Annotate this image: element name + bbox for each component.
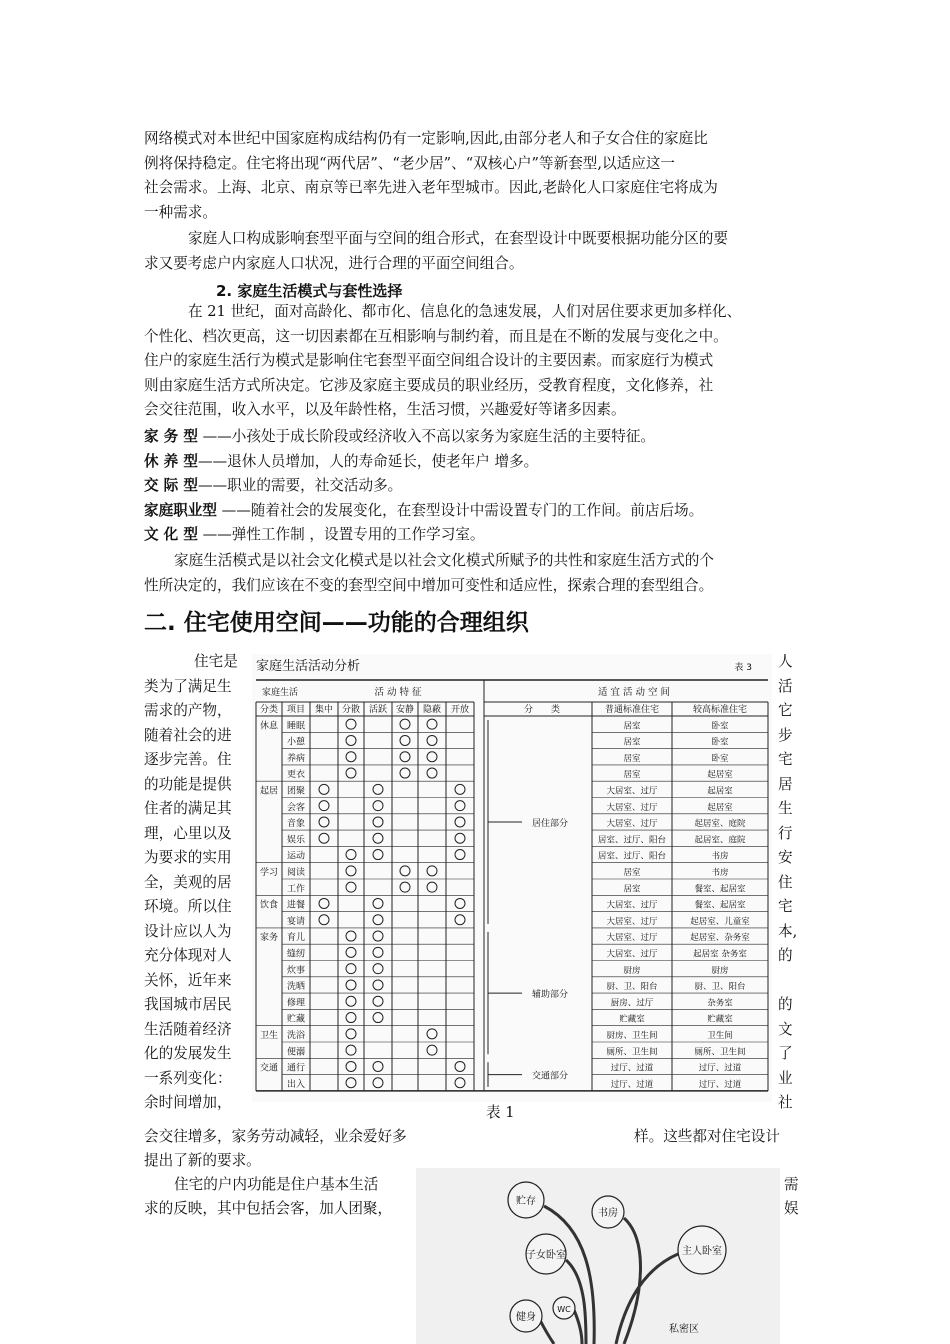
table-item: 宴请 — [286, 916, 306, 927]
table-group-label: 居住部分 — [531, 818, 569, 829]
table-category: 学习 — [259, 868, 279, 878]
table-item: 洗浴 — [286, 1031, 306, 1041]
text-line: 会交往增多，家务劳动减轻，业余爱好多 — [144, 1128, 407, 1145]
text-line: 一系列变化： — [144, 1069, 232, 1087]
table-space-high: 起居室 杂务室 — [693, 949, 747, 960]
table-space-standard: 贮藏室 — [619, 1014, 645, 1025]
text-line: 居 — [778, 775, 793, 793]
table-group-label: 辅助部分 — [531, 990, 569, 1001]
table-mark-circle — [373, 947, 383, 957]
text-line: 会交往范围，收入水平，以及年龄性格，生活习惯，兴趣爱好等诸多因素。 — [144, 401, 626, 418]
type-housework — [144, 425, 806, 450]
text-line: 理，心里以及 — [144, 824, 232, 842]
text-line: 它 — [778, 702, 793, 719]
table-space-standard: 居室 — [623, 721, 641, 732]
table-item: 更衣 — [286, 770, 306, 781]
table-mark-circle — [427, 866, 437, 876]
text-line: 宅 — [778, 898, 793, 915]
table-item: 养病 — [286, 753, 306, 764]
text-line: 余时间增加， — [144, 1094, 232, 1111]
table-mark-circle — [346, 866, 356, 876]
table-space-high: 起居室 — [707, 786, 733, 797]
table-space-high: 过厅、过道 — [698, 1079, 742, 1090]
table-mark-circle — [455, 833, 465, 843]
text-line: 需求的产物， — [144, 702, 232, 719]
table-mark-circle — [455, 1078, 465, 1088]
table-mark-circle — [400, 866, 410, 876]
table-mark-circle — [373, 931, 383, 941]
text-line: 性所决定的，我们应该在不变的套型空间中增加可变性和适应性，探索合理的套型组合。 — [144, 576, 714, 594]
lifestyle-types — [144, 425, 806, 548]
table-space-high: 起居室、杂务室 — [690, 933, 750, 944]
table-item: 睡眠 — [286, 721, 306, 732]
table-col-header: 项目 — [286, 705, 306, 715]
table-space-standard: 大居室、过厅 — [606, 933, 658, 944]
table-col-header: 活跃 — [368, 705, 388, 715]
table-mark-circle — [346, 1061, 356, 1071]
table-mark-circle — [346, 752, 356, 762]
text-line: 住宅是 — [194, 653, 238, 670]
table-space-high: 起居室 — [707, 770, 733, 781]
text-line: 行 — [778, 824, 793, 842]
type-label: 家 务 型 — [144, 428, 198, 445]
table-space-standard: 居室、过厅、阳台 — [597, 851, 667, 862]
table-item: 工作 — [286, 884, 306, 895]
table-mark-circle — [346, 768, 356, 778]
table-category: 家务 — [259, 933, 279, 944]
text-line: 步 — [778, 726, 793, 744]
diagram-node-label: 主人卧室 — [682, 1246, 722, 1257]
table-mark-circle — [319, 817, 329, 827]
table-mark-circle — [346, 931, 356, 941]
table-space-standard: 厨房、卫生间 — [606, 1031, 658, 1041]
diagram-node-label: 健身 — [516, 1312, 536, 1323]
table-mark-circle — [427, 752, 437, 762]
table-mark-circle — [319, 801, 329, 811]
function-bubble-diagram — [416, 1168, 780, 1344]
table-space-standard: 居室 — [623, 884, 641, 895]
table-item: 炊事 — [286, 965, 306, 976]
table-mark-circle — [346, 1029, 356, 1039]
table-space-high: 起居室 — [707, 802, 733, 813]
table-mark-circle — [400, 882, 410, 892]
table-mark-circle — [346, 735, 356, 745]
text-line: 了 — [778, 1045, 793, 1062]
table-space-standard: 大居室、过厅 — [606, 916, 658, 927]
table-title: 家庭生活活动分析 — [256, 659, 361, 674]
text-line: 提出了新的要求。 — [144, 1152, 261, 1169]
table-item: 洗晒 — [286, 982, 306, 993]
table-mark-circle — [319, 833, 329, 843]
text-line: 化的发展发生 — [144, 1045, 232, 1062]
table-space-high: 起居室、庭院 — [694, 819, 746, 830]
table-item: 贮藏 — [286, 1014, 306, 1025]
table-mark-circle — [400, 768, 410, 778]
table-mark-circle — [373, 850, 383, 860]
table-space-high: 厨、卫、阳台 — [694, 982, 746, 993]
table-space-high: 起居室、儿童室 — [690, 916, 750, 927]
diagram-node-label: 书房 — [598, 1208, 618, 1219]
type-label: 休 养 型 — [144, 452, 198, 470]
table-item: 阅读 — [286, 868, 306, 878]
diagram-node-label: WC — [557, 1305, 571, 1314]
text-line: 个性化、档次更高，这一切因素都在互相影响与制约着，而且是在不断的发展与变化之中。 — [144, 327, 728, 345]
table-header: 适 宜 活 动 空 间 — [597, 687, 671, 698]
table-mark-circle — [373, 996, 383, 1006]
table-mark-circle — [373, 964, 383, 974]
text-line: 全，美观的居 — [144, 873, 232, 891]
table-item: 运动 — [286, 851, 306, 862]
table-item: 修理 — [286, 998, 306, 1009]
table-space-high: 书房 — [711, 851, 729, 862]
table-space-standard: 居室 — [623, 753, 641, 764]
text-line: 生活随着经济 — [144, 1020, 232, 1038]
table-category: 饮食 — [259, 900, 279, 911]
table-space-standard: 过厅、过道 — [610, 1079, 654, 1090]
table-space-high: 起居室、庭院 — [694, 835, 746, 846]
table-space-standard: 厨房 — [623, 965, 641, 976]
text-line: 在 21 世纪，面对高龄化、都市化、信息化的急速发展，人们对居住要求更加多样化、 — [188, 303, 742, 320]
text-line: 业 — [778, 1069, 793, 1087]
table-col-header: 集中 — [314, 705, 334, 715]
table-mark-circle — [373, 980, 383, 990]
table-space-high: 厕所、卫生间 — [694, 1047, 746, 1058]
text-line: 家庭生活模式是以社会文化模式是以社会文化模式所赋予的共性和家庭生活方式的个 — [174, 552, 714, 569]
type-social — [144, 474, 806, 499]
table-mark-circle — [346, 882, 356, 892]
table-mark-circle — [319, 915, 329, 925]
table-category: 交通 — [259, 1063, 279, 1074]
table-mark-circle — [400, 752, 410, 762]
type-text: ——随着社会的发展变化，在套型设计中需设置专门的工作间。前店后场。 — [216, 501, 704, 519]
text-line: 关怀，近年来 — [144, 971, 232, 989]
table-space-standard: 厕所、卫生间 — [606, 1047, 658, 1058]
table-mark-circle — [455, 1061, 465, 1071]
table-item: 小憩 — [286, 737, 306, 748]
table-header: 活 动 特 征 — [374, 687, 422, 698]
table-space-high: 餐室、起居室 — [694, 884, 746, 895]
paragraph-intro — [144, 127, 806, 225]
table-mark-circle — [319, 898, 329, 908]
table-space-high: 贮藏室 — [707, 1014, 733, 1025]
text-line: 生 — [778, 800, 793, 817]
table-space-high: 杂务室 — [707, 998, 733, 1009]
text-line: 人 — [778, 653, 793, 670]
table-item: 娱乐 — [286, 835, 306, 846]
table-col-header: 分 类 — [523, 705, 561, 715]
table-item: 便溺 — [286, 1047, 306, 1058]
table-item: 缝纫 — [286, 949, 306, 960]
table-mark-circle — [373, 1013, 383, 1023]
table-mark-circle — [455, 898, 465, 908]
text-line: 住者的满足其 — [144, 800, 232, 817]
type-text: ——职业的需要，社交活动多。 — [197, 477, 403, 494]
text-line: 一种需求。 — [144, 203, 217, 221]
text-line: 逐步完善。住 — [144, 751, 232, 768]
text-line — [778, 969, 808, 994]
text-line: 为要求的实用 — [144, 849, 232, 866]
table-mark-circle — [346, 947, 356, 957]
table-col-header: 开放 — [450, 705, 470, 715]
table-space-standard: 厨房、过厅 — [610, 998, 654, 1009]
table-mark-circle — [346, 996, 356, 1006]
table-mark-circle — [455, 850, 465, 860]
text-line: 样。这些都对住宅设计 — [634, 1128, 780, 1145]
table-item: 通行 — [286, 1063, 306, 1074]
table-mark-circle — [455, 801, 465, 811]
table-mark-circle — [373, 1078, 383, 1088]
text-line: 求又要考虑户内家庭人口状况，进行合理的平面空间组合。 — [144, 254, 524, 272]
text-line: 活 — [778, 677, 793, 695]
type-label: 交 际 型 — [144, 477, 198, 494]
table-space-standard: 过厅、过道 — [610, 1063, 654, 1074]
paragraph-summary — [144, 549, 806, 598]
text-line: 宅 — [778, 751, 793, 768]
text-line: 设计应以人为 — [144, 922, 232, 940]
table-item: 育儿 — [286, 933, 306, 944]
table-space-high: 厨房 — [711, 965, 729, 976]
text-line: 充分体现对人 — [144, 947, 232, 964]
text-line: 娱 — [784, 1200, 799, 1217]
table-category: 卫生 — [259, 1031, 279, 1041]
table-mark-circle — [346, 980, 356, 990]
text-line: 则由家庭生活方式所决定。它涉及家庭主要成员的职业经历，受教育程度，文化修养，社 — [144, 376, 714, 394]
type-text: ——小孩处于成长阶段或经济收入不高以家务为家庭生活的主要特征。 — [197, 428, 656, 445]
text-line: 随着社会的进 — [144, 726, 232, 744]
text-line: 求的反映，其中包括会客，加人团聚， — [144, 1200, 393, 1217]
text-line: 我国城市居民 — [144, 996, 232, 1013]
table-mark-circle — [346, 850, 356, 860]
table-mark-circle — [427, 735, 437, 745]
table-col-header: 普通标准住宅 — [604, 705, 660, 715]
text-line: 住 — [778, 873, 793, 891]
text-line: 环境。所以住 — [144, 898, 232, 915]
table-col-header: 分散 — [341, 705, 361, 715]
table-space-high: 书房 — [711, 868, 729, 878]
text-line: 家庭人口构成影响套型平面与空间的组合形式，在套型设计中既要根据功能分区的要 — [188, 230, 728, 247]
table-space-standard: 厨、卫、阳台 — [606, 982, 658, 993]
table-space-high: 卧室 — [711, 737, 729, 748]
type-label: 家庭职业型 — [144, 501, 217, 519]
table-mark-circle — [400, 735, 410, 745]
table-space-standard: 大居室、过厅 — [606, 802, 658, 813]
table-space-high: 餐室、起居室 — [694, 900, 746, 911]
text-line: 例将保持稳定。住宅将出现“两代居”、“老少居”、“双核心户”等新套型,以适应这一 — [144, 154, 676, 172]
table-space-standard: 居室、过厅、阳台 — [597, 835, 667, 846]
table-mark-circle — [373, 898, 383, 908]
text-line: 的 — [778, 947, 793, 964]
table-mark-circle — [427, 882, 437, 892]
activity-analysis-table — [252, 654, 772, 1102]
table-col-header: 安静 — [395, 705, 415, 715]
table-item: 会客 — [286, 802, 306, 813]
table-col-header: 分类 — [259, 705, 279, 715]
table-category: 起居 — [259, 786, 279, 797]
table-mark-circle — [373, 915, 383, 925]
text-line: 网络模式对本世纪中国家庭构成结构仍有一定影响,因此,由部分老人和子女合住的家庭比 — [144, 130, 708, 147]
subheading: 2. 家庭生活模式与套性选择 — [216, 282, 403, 300]
table-mark-circle — [427, 1045, 437, 1055]
table-category: 休息 — [259, 721, 279, 732]
table-mark-circle — [455, 817, 465, 827]
text-line: 类为了满足生 — [144, 677, 232, 695]
table-mark-circle — [427, 719, 437, 729]
table-mark-circle — [455, 915, 465, 925]
table-mark-circle — [319, 784, 329, 794]
table-mark-circle — [427, 1029, 437, 1039]
table-col-header: 隐蔽 — [422, 705, 442, 715]
table-header: 家庭生活 — [261, 688, 299, 698]
diagram-node-label: 子女卧室 — [526, 1250, 566, 1261]
table-group-label: 交通部分 — [531, 1071, 569, 1082]
table-space-high: 卧室 — [711, 721, 729, 732]
text-line: 需 — [784, 1176, 799, 1193]
section-heading: 二. 住宅使用空间——功能的合理组织 — [144, 610, 529, 636]
right-column-text — [778, 650, 808, 1116]
table-mark-circle — [346, 719, 356, 729]
table-mark-circle — [400, 719, 410, 729]
diagram-node-label: 贮存 — [516, 1196, 536, 1207]
table-item: 进餐 — [286, 900, 306, 911]
table-number: 表 3 — [734, 663, 752, 673]
text-line: 安 — [778, 849, 793, 866]
table-mark-circle — [455, 784, 465, 794]
table-mark-circle — [346, 1045, 356, 1055]
type-culture — [144, 523, 806, 548]
table-space-standard: 大居室、过厅 — [606, 900, 658, 911]
table-mark-circle — [373, 784, 383, 794]
table-space-standard: 大居室、过厅 — [606, 819, 658, 830]
table-space-standard: 大居室、过厅 — [606, 949, 658, 960]
table-mark-circle — [373, 817, 383, 827]
diagram-region-label: 私密区 — [669, 1324, 699, 1335]
table-caption: 表 1 — [486, 1104, 515, 1121]
table-item: 音象 — [286, 819, 306, 830]
table-space-standard: 大居室、过厅 — [606, 786, 658, 797]
table-mark-circle — [373, 833, 383, 843]
table-space-high: 过厅、过道 — [698, 1063, 742, 1074]
type-retirement — [144, 450, 806, 475]
text-line: 的功能是提供 — [144, 775, 232, 793]
table-mark-circle — [373, 1061, 383, 1071]
type-label: 文 化 型 — [144, 526, 198, 543]
paragraph-lifestyle — [144, 300, 806, 423]
table-mark-circle — [427, 768, 437, 778]
text-line: 本, — [778, 922, 798, 940]
type-home-business — [144, 499, 806, 524]
paragraph-population — [144, 227, 806, 276]
text-line: 的 — [778, 996, 793, 1013]
table-mark-circle — [346, 1013, 356, 1023]
table-mark-circle — [373, 801, 383, 811]
text-line: 文 — [778, 1020, 793, 1038]
table-space-high: 卫生间 — [707, 1031, 733, 1041]
type-text: ——弹性工作制 ，设置专用的工作学习室。 — [197, 526, 485, 543]
table-space-high: 卧室 — [711, 753, 729, 764]
table-space-standard: 居室 — [623, 770, 641, 781]
table-mark-circle — [346, 1078, 356, 1088]
text-line: 住宅的户内功能是住户基本生活 — [174, 1176, 379, 1193]
text-line: 住户的家庭生活行为模式是影响住宅套型平面空间组合设计的主要因素。而家庭行为模式 — [144, 352, 714, 369]
left-column-text — [144, 650, 250, 1116]
table-item: 出入 — [286, 1079, 306, 1090]
table-space-standard: 居室 — [623, 868, 641, 878]
table-col-header: 较高标准住宅 — [692, 705, 748, 715]
text-line: 社 — [778, 1094, 793, 1111]
type-text: ——退休人员增加，人的寿命延长，使老年户 增多。 — [197, 452, 539, 470]
table-mark-circle — [346, 964, 356, 974]
table-space-standard: 居室 — [623, 737, 641, 748]
table-item: 团聚 — [286, 786, 306, 797]
text-line: 社会需求。上海、北京、南京等已率先进入老年型城市。因此,老龄化人口家庭住宅将成为 — [144, 179, 718, 196]
